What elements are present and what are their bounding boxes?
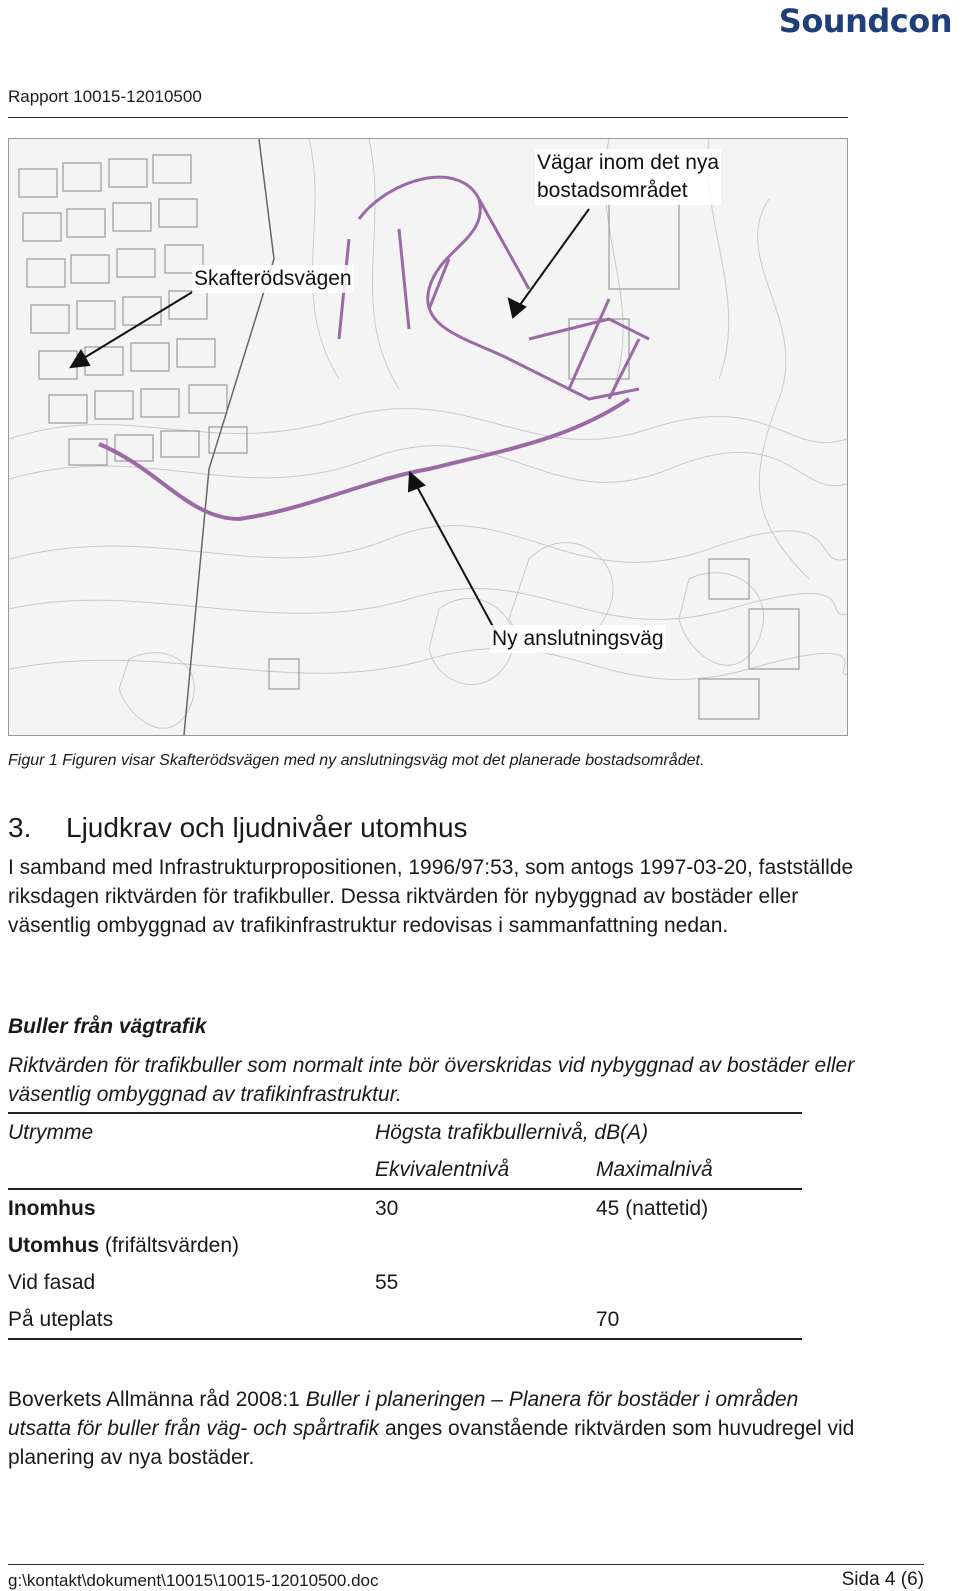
section-number: 3. — [8, 812, 32, 843]
label-skaftero: Skafterödsvägen — [192, 265, 354, 293]
label-new-roads: Vägar inom det nya bostadsområdet — [535, 149, 721, 205]
table-row — [8, 1301, 802, 1338]
row-max: 70 — [596, 1308, 620, 1331]
row-label-suffix: (frifältsvärden) — [99, 1234, 240, 1257]
header-maximum: Maximalnivå — [596, 1158, 713, 1181]
footer-file-path: g:\kontakt\dokument\10015\10015-12010500.doc — [8, 1571, 379, 1590]
header-space: Utrymme — [8, 1121, 94, 1144]
new-area-roads — [339, 177, 649, 399]
table-header-row — [8, 1114, 802, 1151]
residential-blocks — [19, 155, 799, 719]
traffic-heading: Buller från vägtrafik — [8, 1015, 207, 1038]
table-row — [8, 1227, 802, 1264]
map-drawing — [9, 139, 847, 735]
figure-caption: Figur 1 Figuren visar Skafterödsvägen med ny anslutningsväg mot det planerade bostadsområdet. — [8, 752, 705, 769]
header-level: Högsta trafikbullernivå, dB(A) — [375, 1121, 649, 1144]
header-divider — [8, 117, 848, 118]
table-bottom-rule — [8, 1338, 802, 1340]
section-title: Ljudkrav och ljudnivåer utomhus — [66, 812, 468, 843]
row-max: 45 (nattetid) — [596, 1197, 709, 1220]
intro-paragraph: I samband med Infrastrukturpropositionen, 1996/97:53, som antogs 1997-03-20, fastställde riksdagen riktvärden för trafikbuller. Dessa riktvärden för nybyggnad av bostäder eller väsentlig ombyggnad av trafikinfrastruktur redovisas i sammanfattning nedan. — [8, 856, 854, 937]
boverket-paragraph: Boverkets Allmänna råd 2008:1 Buller i planeringen – Planera för bostäder i områden utsatta för buller från väg- och spårtrafik anges ovanstående riktvärden som huvudregel vid planering av nya bostäder. — [8, 1388, 855, 1469]
existing-road — [184, 139, 274, 735]
row-label: På uteplats — [8, 1308, 114, 1331]
table-row — [8, 1190, 802, 1227]
report-number: Rapport 10015-12010500 — [8, 87, 202, 106]
row-eq: 55 — [375, 1271, 399, 1294]
footer-divider — [8, 1564, 924, 1565]
noise-table — [8, 1112, 802, 1340]
row-eq: 30 — [375, 1197, 399, 1220]
traffic-paragraph: Riktvärden för trafikbuller som normalt inte bör överskridas vid nybyggnad av bostäder eller väsentlig ombyggnad av trafikinfrastruktur. — [8, 1054, 855, 1106]
header-equivalent: Ekvivalentnivå — [375, 1158, 510, 1181]
table-subheader-row — [8, 1151, 802, 1188]
row-label: Vid fasad — [8, 1271, 96, 1294]
label-new-link: Ny anslutningsväg — [490, 625, 666, 653]
contour-lines — [9, 139, 847, 728]
table-row — [8, 1264, 802, 1301]
site-map — [8, 138, 848, 736]
row-label: Utomhus — [8, 1234, 99, 1257]
row-label: Inomhus — [8, 1197, 96, 1220]
section-heading — [8, 812, 468, 844]
soundcon-logo: Soundcon — [778, 2, 952, 40]
footer-page-number: Sida 4 (6) — [841, 1569, 924, 1590]
